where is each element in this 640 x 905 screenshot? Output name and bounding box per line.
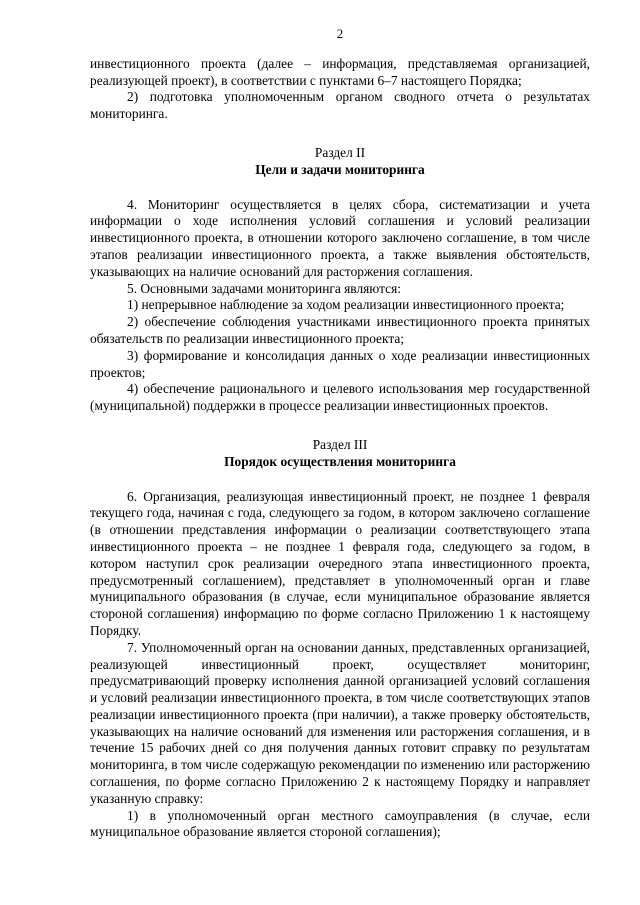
intro-paragraph-2: 2) подготовка уполномоченным органом сводного отчета о результатах мониторинга. (90, 89, 590, 122)
section-3-title: Порядок осуществления мониторинга (224, 453, 456, 469)
list-item-5-3: 3) формирование и консолидация данных о ходе реализации инвестиционных проектов; (90, 347, 590, 380)
paragraph-7: 7. Уполномоченный орган на основании данных, представленных организацией, реализующей инвестиционный проект, осуществляет мониторинг, предусматривающий проверку исполнения данной организацией условий соглашения и условий реализации инвестиционного проекта, в том числе соответствующих этапов реализации инвестиционного проекта (при наличии), а также проверку обстоятельств, указывающих на наличие оснований для изменения или расторжения соглашения, и в течение 15 рабочих дней со дня получения данных готовит справку по результатам мониторинга, в том числе содержащую рекомендации по изменению или расторжению соглашения, по форме согласно Приложению 2 к настоящему Порядку и направляет указанную справку: (90, 639, 590, 806)
list-item-5-4: 4) обеспечение рационального и целевого использования мер государственной (муниципальной) поддержки в процессе реализации инвестиционных проектов. (90, 381, 590, 414)
intro-paragraph-1: инвестиционного проекта (далее – информация, представляемая организацией, реализующей проект), в соответствии с пунктами 6–7 настоящего Порядка; (90, 55, 590, 88)
list-item-7-1: 1) в уполномоченный орган местного самоуправления (в случае, если муниципальное образование является стороной соглашения); (90, 807, 590, 840)
section-3-label: Раздел III (312, 436, 368, 452)
paragraph-5: 5. Основными задачами мониторинга являются: (127, 280, 401, 296)
section-2-title: Цели и задачи мониторинга (255, 161, 425, 177)
page-number: 2 (336, 26, 344, 41)
list-item-5-2: 2) обеспечение соблюдения участниками инвестиционного проекта принятых обязательств по реализации инвестиционного проекта; (90, 314, 590, 346)
list-item-5-1: 1) непрерывное наблюдение за ходом реализации инвестиционного проекта; (127, 297, 565, 313)
paragraph-6: 6. Организация, реализующая инвестиционный проект, не позднее 1 февраля текущего года, начиная с года, следующего за годом, в котором заключено соглашение (в отношении представления информации о реализации соответствующего этапа инвестиционного проекта – не позднее 1 февраля года, следующего за годом, в котором наступил срок реализации очередного этапа инвестиционного проекта, предусмотренный соглашением), представляет в уполномоченный орган и главе муниципального образования (в случае, если муниципальное образование является стороной соглашения) информацию по форме согласно Приложению 1 к настоящему Порядку. (90, 488, 590, 638)
document-page (90, 26, 590, 841)
section-2-label: Раздел II (314, 144, 366, 160)
paragraph-4: 4. Мониторинг осуществляется в целях сбора, систематизации и учета информации о ходе исполнения условий соглашения и условий реализации инвестиционного проекта, в отношении которого заключено соглашение, в том числе этапов реализации инвестиционного проекта, а также выявления обстоятельств, указывающих на наличие оснований для расторжения соглашения. (90, 196, 590, 279)
